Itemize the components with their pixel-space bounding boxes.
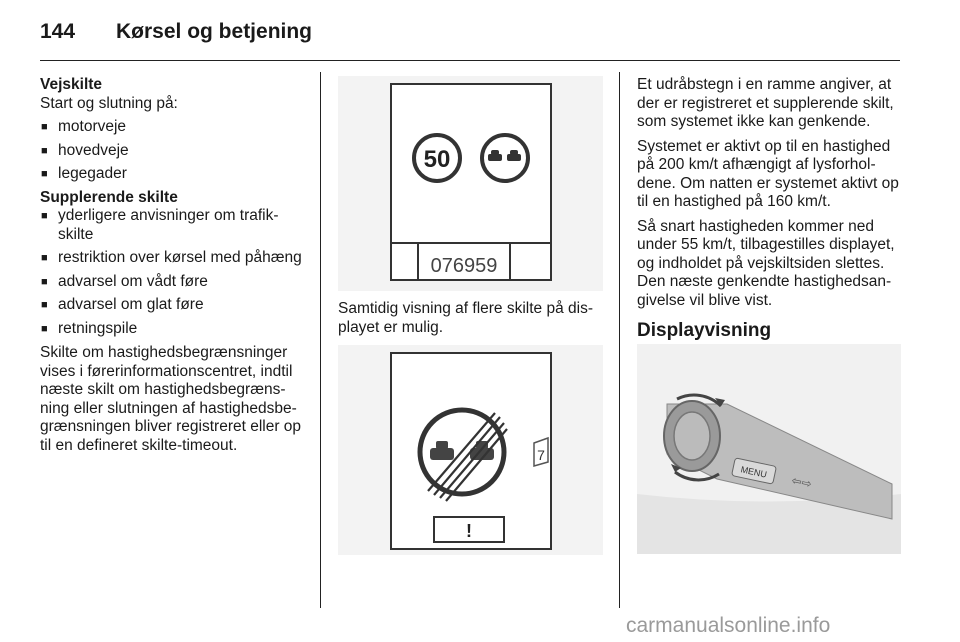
side-mark: 7: [537, 447, 545, 463]
list-item: ■ motorveje: [40, 118, 308, 137]
exclamation-mark: !: [466, 521, 472, 541]
column-right: [637, 76, 905, 341]
watermark: carmanualsonline.info: [626, 614, 831, 637]
turn-signal-icon: ⇦⇨: [790, 473, 813, 492]
heading-supplerende-skilte: Supplerende skilte: [40, 188, 178, 206]
list-item: ■ yderligere anvisninger om trafik-skilte: [40, 207, 308, 244]
list-item: ■ retningspile: [40, 320, 308, 339]
display-frame: [391, 84, 551, 280]
figure-speed-sign-display: [338, 76, 603, 291]
paragraph: Systemet er aktivt op til en hastighed på 200 km/t afhængigt af lysforhol-dene. Om natten er systemet aktivt op til en hastighed på 160 km/t.: [637, 137, 899, 210]
figure-code: 076959: [430, 255, 498, 277]
menu-label: MENU: [739, 464, 768, 480]
column-left: [40, 76, 308, 455]
page-number: 144: [40, 20, 76, 43]
list-item: ■ hovedveje: [40, 142, 308, 161]
speed-limit-value: 50: [423, 146, 451, 173]
heading-vejskilte: Vejskilte: [40, 76, 103, 93]
stalk-illustration: [637, 344, 901, 554]
supplementary-list: [40, 207, 308, 338]
paragraph: Så snart hastigheden kommer ned under 55 km/t, tilbagestilles displayet, og indholdet på vejskiltsiden slettes. Den næste genkendte hastighedsan-givelse vil blive vist.: [637, 217, 895, 309]
speed-sign-illustration: [338, 76, 603, 291]
column-divider-left: [320, 72, 321, 608]
speed-limit-paragraph: Skilte om hastighedsbegrænsninger vises i førerinformationscentret, indtil næste skilt om hastighedsbegræns-ning eller slutningen af hastighedsbe-grænsningen bliver registreret eller op til en defineret skilte-timeout.: [40, 344, 302, 454]
start-end-list: [40, 118, 308, 184]
chapter-title: Kørsel og betjening: [116, 20, 313, 43]
end-restriction-illustration: [338, 345, 603, 555]
ring-cap: [674, 412, 710, 460]
list-item: ■ restriktion over kørsel med påhæng: [40, 249, 308, 268]
intro-text: Start og slutning på:: [40, 94, 178, 112]
section-heading: Displayvisning: [637, 320, 772, 341]
figure-caption: Samtidig visning af flere skilte på dis-playet er mulig.: [338, 300, 594, 336]
paragraph: Et udråbstegn i en ramme angiver, at der er registreret et supplerende skilt, som systemet ikke kan genkende.: [637, 76, 894, 130]
figure-end-of-restriction: [338, 345, 603, 555]
column-divider-right: [619, 72, 620, 608]
list-item: ■ legegader: [40, 165, 308, 184]
list-item: ■ advarsel om vådt føre: [40, 273, 308, 292]
page-header: [40, 14, 900, 61]
figure-stalk-control: [637, 344, 901, 554]
list-item: ■ advarsel om glat føre: [40, 296, 308, 315]
